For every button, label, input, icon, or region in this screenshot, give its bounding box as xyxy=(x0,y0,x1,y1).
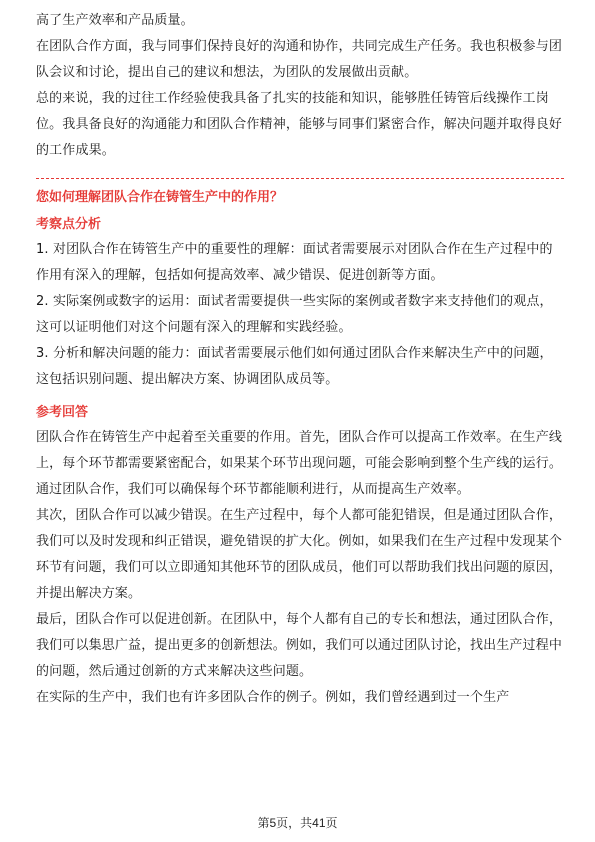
answer-heading: 参考回答 xyxy=(36,405,89,420)
intro-paragraph: 总的来说，我的过往工作经验使我具备了扎实的技能和知识，能够胜任铸管后线操作工岗位。我具备良好的沟通能力和团队合作精神，能够与同事们紧密合作，解决问题并取得良好的工作成果。 xyxy=(36,91,563,158)
analysis-item: 2. 实际案例或数字的运用：面试者需要提供一些实际的案例或者数字来支持他们的观点，这可以证明他们对这个问题有深入的理解和实践经验。 xyxy=(36,294,553,335)
document-page xyxy=(36,8,564,711)
intro-paragraph: 高了生产效率和产品质量。 xyxy=(36,13,194,28)
answer-paragraph: 最后，团队合作可以促进创新。在团队中，每个人都有自己的专长和想法，通过团队合作，我们可以集思广益，提出更多的创新想法。例如，我们可以通过团队讨论，找出生产过程中的问题，然后通过创新的方式来解决这些问题。 xyxy=(36,612,563,679)
page-number: 第5页，共41页 xyxy=(257,816,338,830)
analysis-item: 1. 对团队合作在铸管生产中的重要性的理解：面试者需要展示对团队合作在生产过程中的作用有深入的理解，包括如何提高效率、减少错误、促进创新等方面。 xyxy=(36,242,553,283)
question-title: 您如何理解团队合作在铸管生产中的作用？ xyxy=(36,190,284,205)
answer-paragraph: 其次，团队合作可以减少错误。在生产过程中，每个人都可能犯错误，但是通过团队合作，我们可以及时发现和纠正错误，避免错误的扩大化。例如，如果我们在生产过程中发现某个环节有问题，我们可以立即通知其他环节的团队成员，他们可以帮助我们找出问题的原因，并提出解决方案。 xyxy=(36,508,563,601)
answer-paragraph: 在实际的生产中，我们也有许多团队合作的例子。例如，我们曾经遇到过一个生产 xyxy=(36,690,510,705)
answer-paragraph: 团队合作在铸管生产中起着至关重要的作用。首先，团队合作可以提高工作效率。在生产线上，每个环节都需要紧密配合，如果某个环节出现问题，可能会影响到整个生产线的运行。通过团队合作，我们可以确保每个环节都能顺利进行，从而提高生产效率。 xyxy=(36,430,563,497)
section-divider xyxy=(36,178,564,179)
analysis-heading: 考察点分析 xyxy=(36,217,102,232)
intro-paragraph: 在团队合作方面，我与同事们保持良好的沟通和协作，共同完成生产任务。我也积极参与团队会议和讨论，提出自己的建议和想法，为团队的发展做出贡献。 xyxy=(36,39,563,80)
analysis-item: 3. 分析和解决问题的能力：面试者需要展示他们如何通过团队合作来解决生产中的问题，这包括识别问题、提出解决方案、协调团队成员等。 xyxy=(36,346,553,387)
